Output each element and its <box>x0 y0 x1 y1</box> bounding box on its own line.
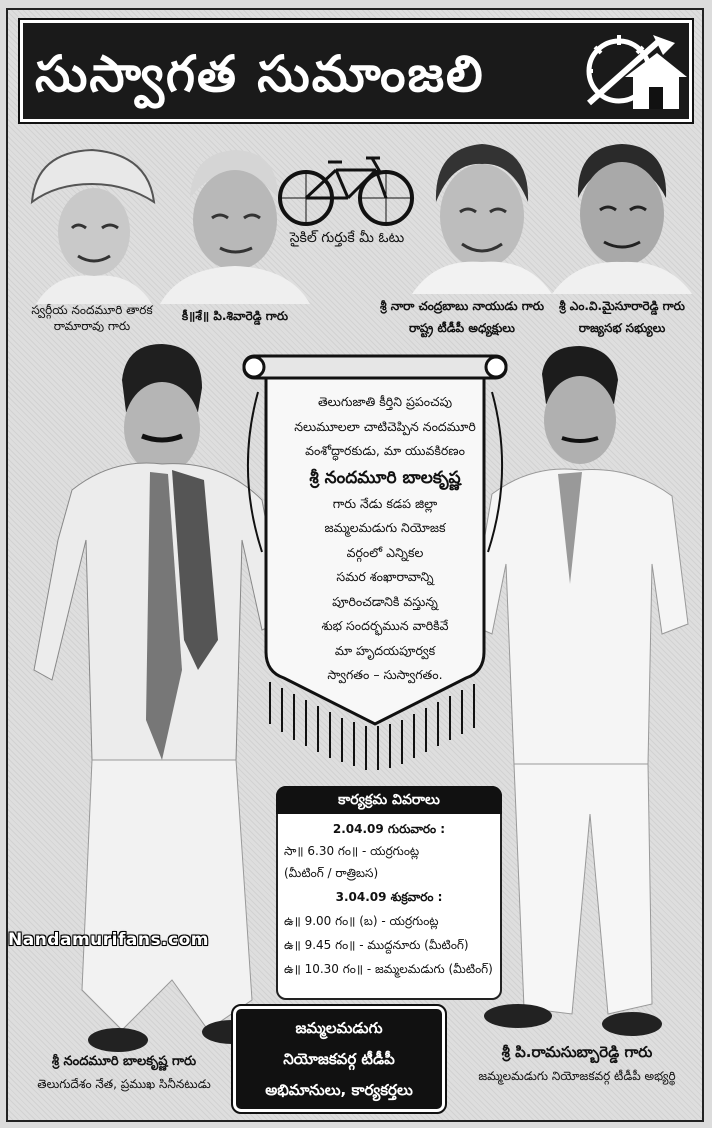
message-line: మా హృదయపూర్వక <box>334 642 436 658</box>
schedule-heading: కార్యక్రమ వివరాలు <box>276 786 502 814</box>
message-line: నలుమూలలా చాటిచెప్పిన నందమూరి <box>294 418 476 434</box>
mysurareddy-title: రాజ్యసభ సభ్యులు <box>578 321 666 335</box>
message-line: సమర శంఖారావాన్ని <box>336 569 434 584</box>
schedule-day2: 3.04.09 శుక్రవారం : <box>335 890 443 904</box>
organizer-line: నియోజకవర్గ టీడీపీ <box>283 1050 395 1068</box>
message-line: పూరించడానికి వస్తున్న <box>332 593 438 609</box>
organizers-box <box>233 1006 445 1112</box>
portrait-mysurareddy <box>552 132 692 294</box>
schedule-item: (మీటింగ్ / రాత్రిబస) <box>284 866 379 880</box>
message-highlight-name: శ్రీ నందమూరి బాలకృష్ణ <box>309 467 461 488</box>
message-line: వంశోద్ధారకుడు, మా యువకిరణం <box>305 443 465 458</box>
caption-ramasubbareddy <box>452 1044 702 1084</box>
message-line: గారు నేడు కడప జిల్లా <box>332 495 438 511</box>
portrait-ntr <box>26 132 158 304</box>
organizer-line: అభిమానులు, కార్యకర్తలు <box>265 1081 413 1099</box>
caption-ntr <box>20 302 164 334</box>
mysurareddy-name: శ్రీ ఎం.వి.మైసూరారెడ్డి గారు <box>559 299 685 313</box>
bicycle-icon <box>276 150 416 230</box>
schedule-item: సా॥ 6.30 గం॥ - యర్రగుంట్ల <box>284 844 420 858</box>
caption-mysurareddy <box>542 298 702 336</box>
schedule-item: ఉ॥ 9.45 గం॥ - ముద్దనూరు (మీటింగ్) <box>284 938 469 952</box>
watermark: Nandamurifans.com <box>8 930 209 950</box>
caption-chandrababu <box>372 298 552 336</box>
message-line: స్వాగతం – సుస్వాగతం. <box>327 667 443 682</box>
chandrababu-title: రాష్ట్ర టీడీపీ అధ్యక్షులు <box>409 321 515 335</box>
ramasubbareddy-name: శ్రీ పి.రామసుబ్బారెడ్డి గారు <box>501 1043 653 1061</box>
chandrababu-name: శ్రీ నారా చంద్రబాబు నాయుడు గారు <box>379 299 545 313</box>
schedule-box <box>276 786 502 1000</box>
header-banner <box>20 20 692 122</box>
schedule-item: ఉ॥ 9.00 గం॥ (బ) - యర్రగుంట్ల <box>284 914 439 928</box>
ramasubbareddy-title: జమ్మలమడుగు నియోజకవర్గ టీడీపీ అభ్యర్థి <box>478 1069 676 1083</box>
page-title: సుస్వాగత సుమాంజలి <box>35 44 485 103</box>
message-line: తెలుగుజాతి కీర్తిని ప్రపంచపు <box>317 394 453 409</box>
caption-shivareddy: కీ॥శే॥ పి.శివారెడ్డి గారు <box>181 309 289 323</box>
portrait-chandrababu <box>412 132 552 294</box>
message-line: జమ్మలమడుగు నియోజక <box>324 520 446 535</box>
ntr-name-line2: రామారావు గారు <box>53 319 131 333</box>
balakrishna-name: శ్రీ నందమూరి బాలకృష్ణ గారు <box>51 1054 197 1069</box>
message-line: వర్గంలో ఎన్నికల <box>346 544 424 560</box>
caption-balakrishna <box>14 1054 234 1092</box>
schedule-item: ఉ॥ 10.30 గం॥ - జమ్మలమడుగు (మీటింగ్) <box>284 962 493 976</box>
balakrishna-title: తెలుగుదేశం నేత, ప్రముఖ సినీనటుడు <box>37 1077 211 1091</box>
welcome-message <box>272 390 498 688</box>
message-line: శుభ సందర్భమున వారికివే <box>321 618 449 633</box>
organizer-line: జమ్మలమడుగు <box>295 1019 383 1037</box>
schedule-day1: 2.04.09 గురువారం : <box>332 822 446 836</box>
tdp-logo-icon <box>579 33 689 115</box>
ntr-name: స్వర్గీయ నందమూరి తారక <box>31 303 153 317</box>
vote-slogan: సైకిల్ గుర్తుకే మీ ఓటు <box>289 230 405 246</box>
